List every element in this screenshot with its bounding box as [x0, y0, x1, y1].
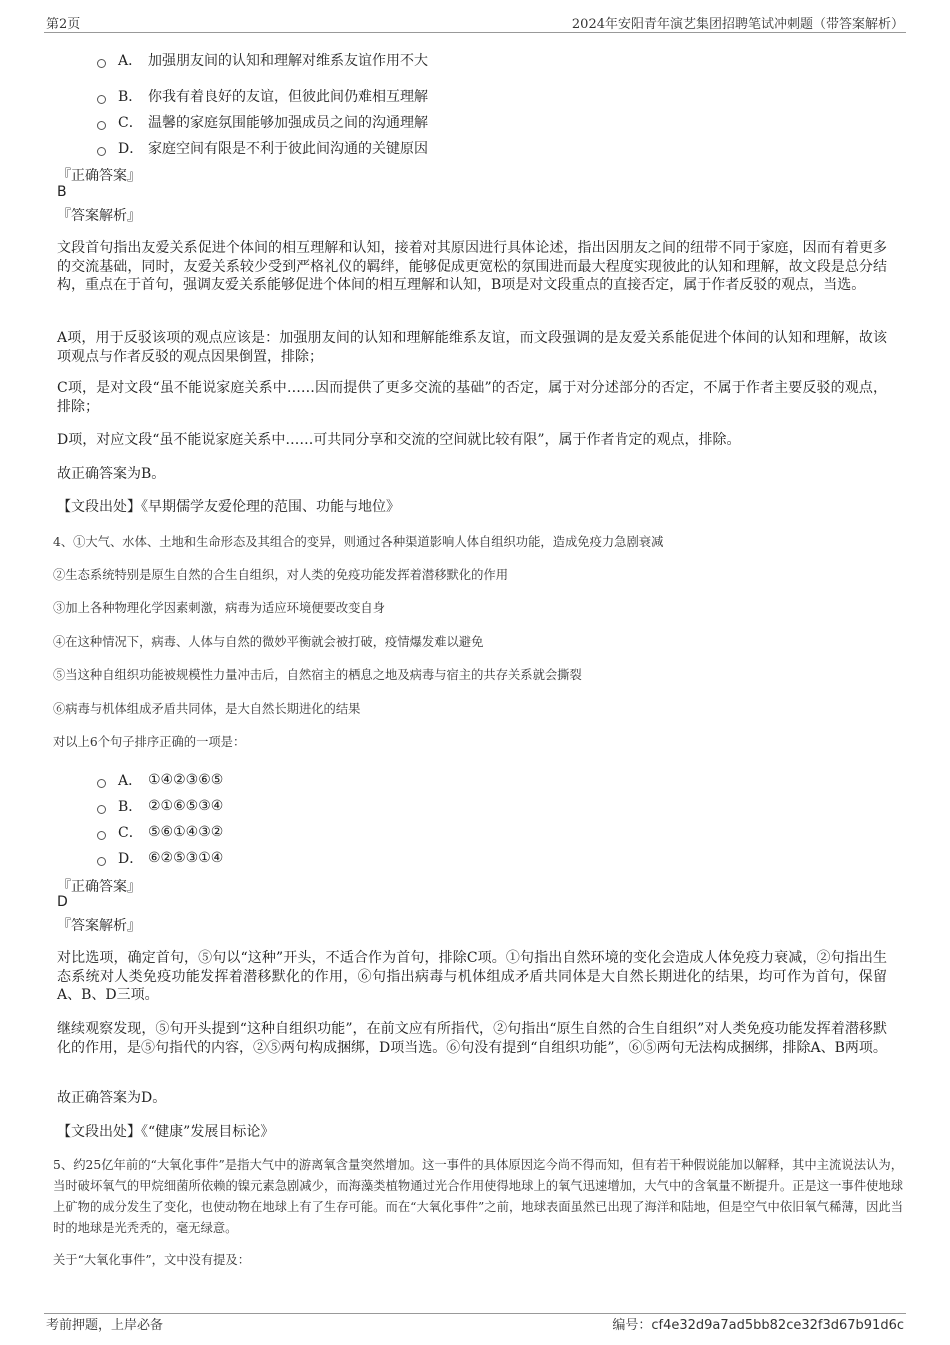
q3-analysis-label: 『答案解析』	[57, 208, 141, 224]
radio-icon[interactable]	[97, 121, 106, 130]
q4-sentence: ⑤当这种自组织功能被规模性力量冲击后，自然宿主的栖息之地及病毒与宿主的共存关系就会撕裂	[53, 668, 582, 682]
q3-option-b[interactable]: B． 你我有着良好的友谊，但彼此间仍难相互理解	[97, 86, 428, 106]
footer-code: 编号：cf4e32d9a7ad5bb82ce32f3d67b91d6c	[612, 1318, 904, 1333]
radio-icon[interactable]	[97, 805, 106, 814]
q4-answer-label: 『正确答案』	[57, 879, 141, 895]
header-divider	[44, 32, 906, 33]
q5-question: 关于“大氧化事件”，文中没有提及：	[53, 1253, 251, 1267]
q4-sentence: 4、①大气、水体、土地和生命形态及其组合的变异，则通过各种渠道影响人体自组织功能，造成免疫力急剧衰减	[53, 535, 664, 549]
radio-icon[interactable]	[97, 59, 106, 68]
document-title: 2024年安阳青年演艺集团招聘笔试冲刺题（带答案解析）	[571, 17, 904, 32]
q4-option-b[interactable]: B． ②①⑥⑤③④	[97, 796, 223, 816]
q4-analysis-label: 『答案解析』	[57, 918, 141, 934]
q5-passage: 5、约25亿年前的“大氧化事件”是指大气中的游离氧含量突然增加。这一事件的具体原因迄今尚不得而知，但有若干种假说能加以解释，其中主流说法认为，当时破坏氧气的甲烷细菌所依赖的镍元素急剧减少，而海藻类植物通过光合作用使得地球上的氧气迅速增加，大气中的含氧量不断提升。正是这一事件使地球上矿物的成分发生了变化，也使动物在地球上有了生存可能。而在“大氧化事件”之前，地球表面虽然已出现了海洋和陆地，但是空气中依旧氧气稀薄，因此当时的地球是光秃秃的，毫无绿意。	[53, 1158, 903, 1235]
radio-icon[interactable]	[97, 831, 106, 840]
q3-source: 【文段出处】《早期儒学友爱伦理的范围、功能与地位》	[57, 499, 400, 515]
q4-sentence: ③加上各种物理化学因素刺激，病毒为适应环境便要改变自身	[53, 601, 386, 615]
q4-question: 对以上6个句子排序正确的一项是：	[53, 735, 246, 749]
q4-analysis-paragraph: 继续观察发现，⑤句开头提到“这种自组织功能”，在前文应有所指代，②句指出“原生自然的合生自组织”对人类免疫功能发挥着潜移默化的作用，是⑤句指代的内容，②⑤两句构成捆绑，D项当选。⑥句没有提到“自组织功能”，⑥⑤两句无法构成捆绑，排除A、B两项。	[57, 1021, 887, 1056]
q3-option-d[interactable]: D． 家庭空间有限是不利于彼此间沟通的关键原因	[97, 138, 428, 158]
radio-icon[interactable]	[97, 95, 106, 104]
q4-sentence: ④在这种情况下，病毒、人体与自然的微妙平衡就会被打破，疫情爆发难以避免	[53, 635, 484, 649]
q4-answer: D	[57, 894, 68, 910]
radio-icon[interactable]	[97, 857, 106, 866]
q3-answer: B	[57, 184, 67, 200]
page-number: 第2页	[46, 17, 81, 32]
q4-sentence: ⑥病毒与机体组成矛盾共同体，是大自然长期进化的结果	[53, 702, 361, 716]
radio-icon[interactable]	[97, 779, 106, 788]
q3-option-a[interactable]: A． 加强朋友间的认知和理解对维系友谊作用不大	[97, 50, 428, 70]
q3-answer-label: 『正确答案』	[57, 168, 141, 184]
q4-option-c[interactable]: C． ⑤⑥①④③②	[97, 822, 223, 842]
q3-analysis-paragraph: C项，是对文段“虽不能说家庭关系中……因而提供了更多交流的基础”的否定，属于对分述部分的否定，不属于作者主要反驳的观点，排除；	[57, 380, 887, 415]
q3-analysis-paragraph: D项，对应文段“虽不能说家庭关系中……可共同分享和交流的空间就比较有限”，属于作者肯定的观点，排除。	[57, 432, 741, 448]
radio-icon[interactable]	[97, 147, 106, 156]
q4-analysis-conclusion: 故正确答案为D。	[57, 1090, 167, 1106]
q3-analysis-paragraph: 文段首句指出友爱关系促进个体间的相互理解和认知，接着对其原因进行具体论述，指出因朋友之间的纽带不同于家庭，因而有着更多的交流基础，同时，友爱关系较少受到严格礼仪的羁绊，能够促成更宽松的氛围进而最大程度实现彼此的认知和理解，故文段是总分结构，重点在于首句，强调友爱关系能够促进个体间的相互理解和认知，B项是对文段重点的直接否定，属于作者反驳的观点，当选。	[57, 240, 887, 293]
q3-analysis-conclusion: 故正确答案为B。	[57, 466, 166, 482]
footer-slogan: 考前押题，上岸必备	[46, 1318, 164, 1333]
q4-option-d[interactable]: D． ⑥②⑤③①④	[97, 848, 223, 868]
q4-source: 【文段出处】《“健康”发展目标论》	[57, 1124, 275, 1140]
q4-sentence: ②生态系统特别是原生自然的合生自组织，对人类的免疫功能发挥着潜移默化的作用	[53, 568, 508, 582]
q4-analysis-paragraph: 对比选项，确定首句，⑤句以“这种”开头，不适合作为首句，排除C项。①句指出自然环境的变化会造成人体免疫力衰减，②句指出生态系统对人类免疫功能发挥着潜移默化的作用，⑥句指出病毒与机体组成矛盾共同体是大自然长期进化的结果，均可作为首句，保留A、B、D三项。	[57, 950, 887, 1003]
q4-option-a[interactable]: A． ①④②③⑥⑤	[97, 770, 223, 790]
q3-analysis-paragraph: A项，用于反驳该项的观点应该是：加强朋友间的认知和理解能维系友谊，而文段强调的是友爱关系能促进个体间的认知和理解，故该项观点与作者反驳的观点因果倒置，排除；	[57, 330, 887, 365]
q3-option-c[interactable]: C． 温馨的家庭氛围能够加强成员之间的沟通理解	[97, 112, 428, 132]
